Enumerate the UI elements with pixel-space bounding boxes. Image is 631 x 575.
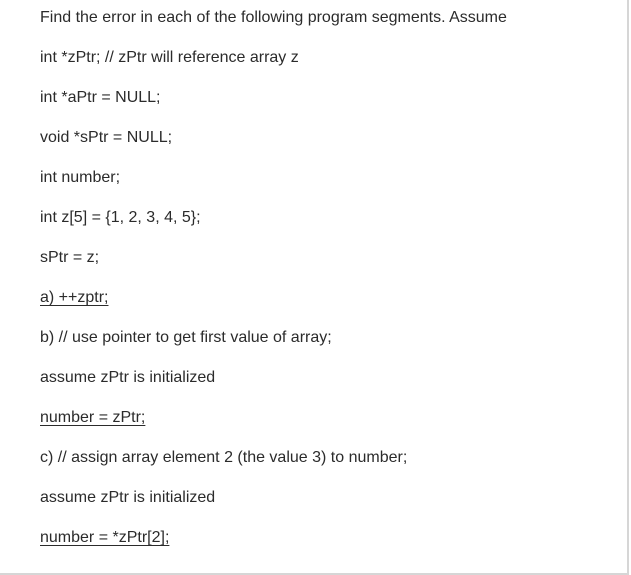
part-b-code: number = zPtr; (40, 409, 146, 426)
part-c-code: number = *zPtr[2]; (40, 529, 170, 546)
declaration-sptr: void *sPtr = NULL; (40, 129, 173, 146)
part-b-heading: b) // use pointer to get first value of array; (40, 329, 332, 346)
part-a-code: a) ++zptr; (40, 289, 109, 306)
declaration-aptr: int *aPtr = NULL; (40, 89, 161, 106)
part-b-assumption: assume zPtr is initialized (40, 369, 216, 386)
part-c-heading: c) // assign array element 2 (the value 3) to number; (40, 449, 408, 466)
assignment-sptr: sPtr = z; (40, 249, 100, 266)
declaration-number: int number; (40, 169, 121, 186)
part-c-assumption: assume zPtr is initialized (40, 489, 216, 506)
declaration-array-z: int z[5] = {1, 2, 3, 4, 5}; (40, 209, 201, 226)
question-title: Find the error in each of the following program segments. Assume (40, 9, 507, 26)
declaration-zptr: int *zPtr; // zPtr will reference array z (40, 49, 299, 66)
